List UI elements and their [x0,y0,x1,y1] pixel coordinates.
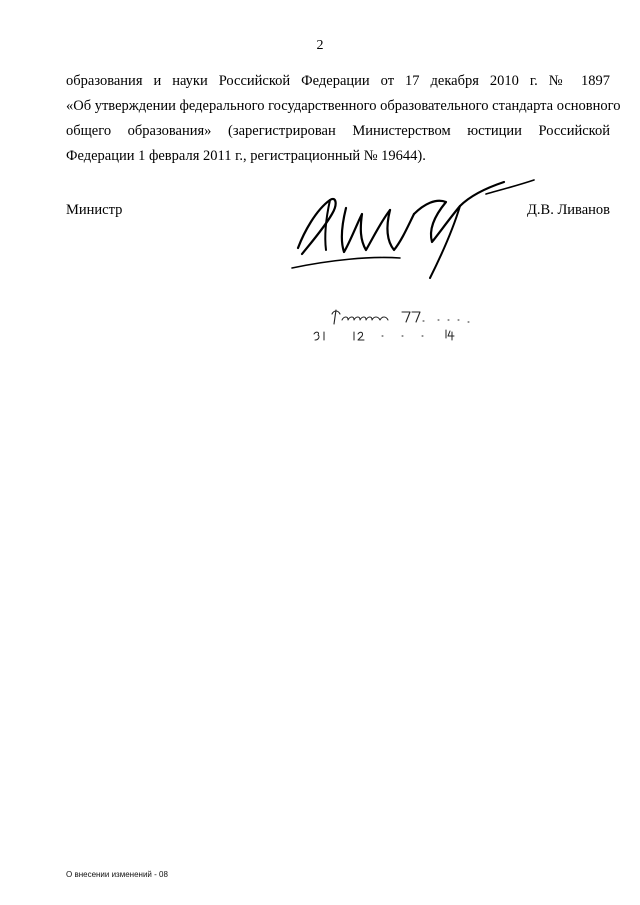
handwritten-signature [290,170,560,290]
footer-note: О внесении изменений - 08 [66,870,168,879]
body-line: Федерации 1 февраля 2011 г., регистрационный № 19644). [66,148,426,164]
page-number: 2 [316,38,324,53]
body-line: общего образования» (зарегистрирован Министерством юстиции Российской [66,123,610,139]
signatory-name: Д.В. Ливанов [527,202,610,218]
body-paragraph [66,69,621,169]
handwritten-registration-note [310,300,490,350]
signatory-title: Министр [66,202,123,218]
body-line: «Об утверждении федерального государственного образовательного стандарта основного [66,98,621,114]
body-line: образования и науки Российской Федерации от 17 декабря 2010 г. № 1897 [66,73,610,89]
